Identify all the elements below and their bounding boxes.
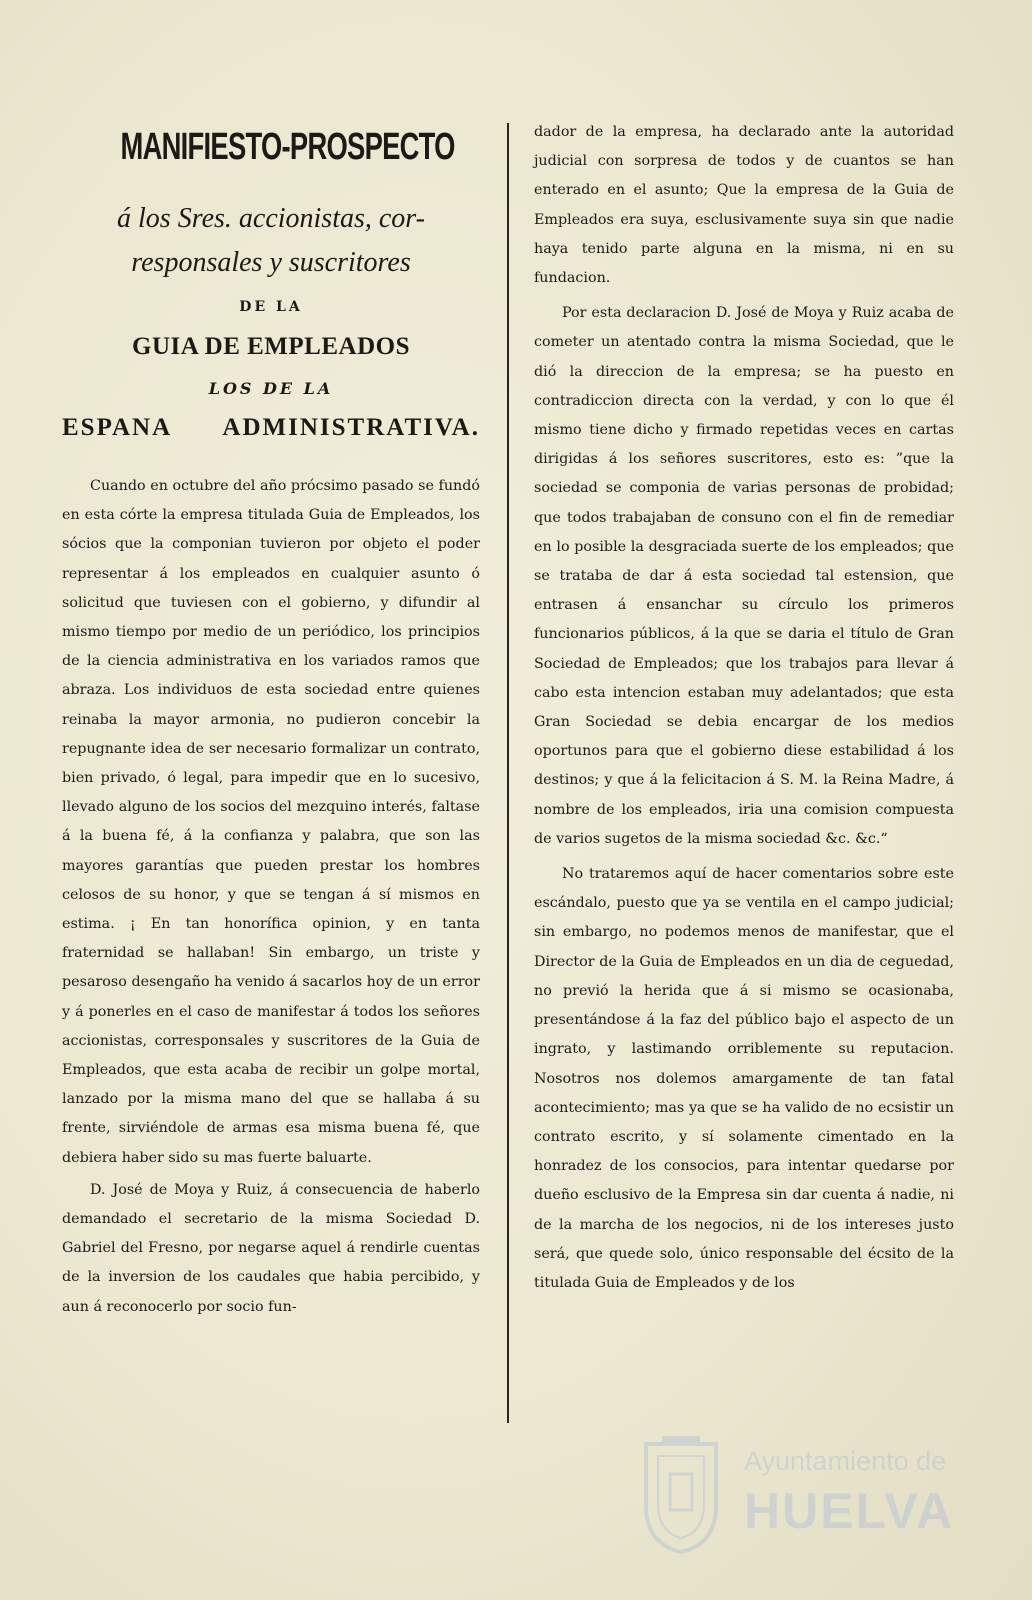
paragraph: Cuando en octubre del año prócsimo pasado se fundó en esta córte la empresa titulada Guia de Empleados, los sócios que la componian tuvieron por objeto el poder representar á los empleados en cualquier asunto ó solicitud que tuviesen con el gobierno, y difundir al mismo tiempo por medio de un periódico, los principios de la ciencia administrativa en los variados ramos que abraza. Los individuos de esta sociedad entre quienes reinaba la mayor armonia, no pudieron concebir la repugnante idea de ser necesario formalizar un contrato, bien privado, ó legal, para impedir que en lo sucesivo, llevado alguno de los socios del mezquino interés, faltase á la buena fé, á la confianza y palabra, que son las mayores garantías que pueden prestar los hombres celosos de su honor, y que se tengan á sí mismos en estima. ¡ En tan honorífica opinion, y en tanta fraternidad se hallaban! Sin embargo, un triste y pesaroso desengaño ha venido á sacarlos hoy de un error y á ponerles en el caso de manifestar á todos los señores accionistas, corresponsales y suscritores de la Guia de Empleados, que esta acaba de recibir un golpe mortal, lanzado por la misma mano del que se hallaba á su frente, sirviéndole de armas esa misma buena fé, que debiera haber sido su mas fuerte baluarte. xyxy=(62,478,480,1166)
paragraph: Por esta declaracion D. José de Moya y Ruiz acaba de cometer un atentado contra la misma Sociedad, que le dió la direccion de la empresa; se ha puesto en contradiccion directa con la verdad, y con lo que él mismo tiene dicho y firmado repetidas veces en cartas dirigidas á los señores suscritores, esto es: ”que la sociedad se componia de varias personas de probidad; que todos trabajaban de consuno con el fin de remediar en lo posible la desgraciada suerte de los empleados; que se trataba de dar á esta sociedad tal estension, que entrasen á ensanchar su círculo los primeros funcionarios públicos, á la que se daria el título de Gran Sociedad de Empleados; que los trabajos para llevar á cabo esta intencion estaban muy adelantados; que esta Gran Sociedad se debia encargar de los medios oportunos para que el gobierno diese estabilidad á los destinos; y que á la felicitacion á S. M. la Reina Madre, á nombre de los empleados, iria una comision compuesta de varios sugetos de la misma sociedad &c. &c.“ xyxy=(534,305,954,847)
subtitle-line-1: á los Sres. accionistas, cor- xyxy=(117,203,425,234)
left-column xyxy=(62,118,480,1322)
right-column xyxy=(534,118,954,1298)
right-body xyxy=(534,118,954,1298)
watermark-line-2: HUELVA xyxy=(744,1483,955,1539)
paragraph: No trataremos aquí de hacer comentarios sobre este escándalo, puesto que ya se ventila en el campo judicial; sin embargo, no podemos menos de manifestar, que el Director de la Guia de Empleados en un dia de ceguedad, no previó la herida que á si mismo se ocasionaba, presentándose á la faz del público bajo el aspecto de un ingrato, y lastimando orriblemente su reputacion. Nosotros nos dolemos amargamente de tan fatal acontecimiento; mas ya que se ha valido de no ecsistir un contrato escrito, y sí solamente cimentado en la honradez de los consocios, para intentar quedarse por dueño esclusivo de la Empresa sin dar cuenta á nadie, ni de la marcha de los negocios, ni de los intereses justo será, que quede solo, único responsable del écsito de la titulada Guia de Empleados y de los xyxy=(534,866,954,1291)
paragraph: D. José de Moya y Ruiz, á consecuencia de haberlo demandado el secretario de la misma Sociedad D. Gabriel del Fresno, por negarse aquel á rendirle cuentas de la inversion de los caudales que habia percibido, y aun á reconocerlo por socio fun- xyxy=(62,1181,480,1315)
de-la-label: DE LA xyxy=(239,299,303,315)
guia-title: GUIA DE EMPLEADOS xyxy=(132,333,410,360)
left-body xyxy=(62,472,480,1322)
coat-of-arms-icon xyxy=(640,1434,722,1554)
column-divider xyxy=(507,123,509,1423)
paragraph: dador de la empresa, ha declarado ante la autoridad judicial con sorpresa de todos y de cuantos se han enterado en el asunto; Que la empresa de la Guia de Empleados era suya, esclusivamente suya sin que nadie haya tenido parte alguna en la misma, ni en su fundacion. xyxy=(534,124,954,287)
espana-title: ESPANA ADMINISTRATIVA. xyxy=(62,414,480,441)
los-de-la-label: LOS DE LA xyxy=(208,379,334,398)
subtitle-line-2: responsales y suscritores xyxy=(131,247,411,278)
watermark-line-1: Ayuntamiento de xyxy=(744,1446,947,1476)
manifesto-title: MANIFIESTO-PROSPECTO xyxy=(120,126,455,168)
huelva-watermark xyxy=(640,1422,970,1572)
